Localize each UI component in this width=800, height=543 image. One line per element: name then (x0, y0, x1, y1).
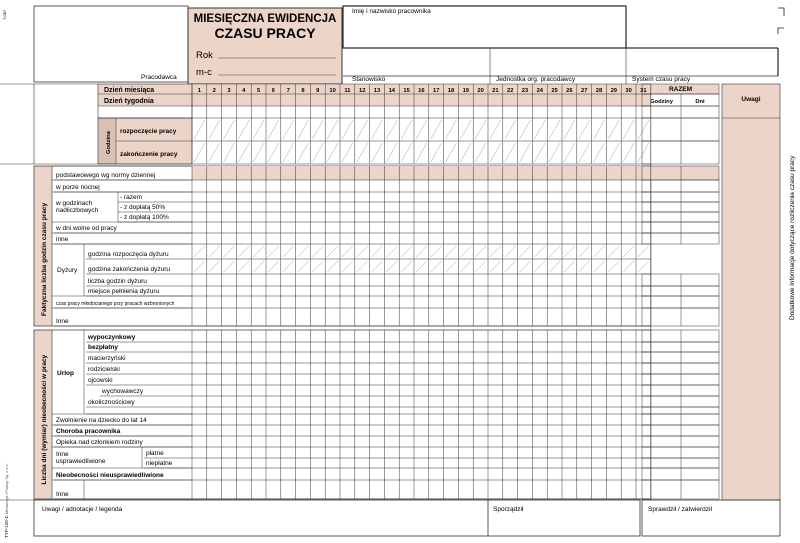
employer-box[interactable] (34, 6, 188, 82)
dni-label: Dni (695, 99, 705, 105)
day-number: 2 (212, 88, 216, 94)
notes-box[interactable] (34, 500, 640, 536)
day-number: 11 (344, 88, 351, 94)
row-label: Nieobecności nieusprawiedliwione (56, 472, 164, 479)
overtime-label-2: nadliczbowych (56, 207, 99, 214)
notes-label: Uwagi / adnotacje / legenda (42, 506, 123, 513)
day-number: 29 (610, 88, 618, 94)
row-label: inne (56, 236, 69, 243)
leave-label: Urlop (57, 370, 74, 377)
title-line2: CZASU PRACY (214, 25, 316, 41)
day-number: 30 (625, 88, 632, 94)
mc-label: m-c (196, 67, 212, 78)
row-label: liczba godzin dyżuru (88, 278, 147, 285)
day-number: 7 (286, 88, 290, 94)
day-number: 9 (316, 88, 320, 94)
rok-label: Rok (196, 50, 213, 61)
day-number: 17 (432, 88, 440, 94)
row-label: - z dopłatą 50% (120, 204, 166, 211)
day-number: 28 (595, 88, 603, 94)
position-label: Stanowisko (352, 76, 386, 83)
day-number: 13 (373, 88, 381, 94)
duty-label: Dyżury (57, 267, 78, 274)
overtime-label-1: w godzinach (56, 200, 93, 207)
main-grid (0, 84, 780, 500)
row-label: w porze nocnej (56, 184, 100, 191)
day-number: 3 (227, 88, 231, 94)
day-number: 16 (418, 88, 425, 94)
row-label: podstawowego wg normy dziennej (56, 172, 156, 179)
day-number: 6 (271, 88, 276, 94)
right-note: Dodatkowe informacje dotyczące rozliczenia czasu pracy (789, 155, 796, 320)
day-number: 15 (403, 88, 410, 94)
day-number: 19 (462, 88, 470, 94)
actual-hours-side-label: Faktyczna liczba godzin czasu pracy (41, 202, 48, 316)
uwagi-label: Uwagi (741, 96, 761, 103)
system-label: System czasu pracy (632, 76, 691, 83)
row-label: godzina rozpoczęcia dyżuru (88, 251, 169, 258)
row-label: czas pracy młodocianego przy pracach wzbronionych (56, 301, 175, 307)
unit-label: Jednostka org. pracodawcy (496, 76, 576, 83)
day-number: 5 (256, 88, 261, 94)
row-label: - z dopłatą 100% (120, 214, 169, 221)
day-number: 21 (492, 88, 499, 94)
razem-label: RAZEM (668, 86, 693, 93)
excused-label-1: Inne (56, 451, 69, 458)
day-number: 8 (301, 88, 305, 94)
day-number: 27 (580, 88, 588, 94)
employer-label: Pracodawca (141, 74, 177, 81)
excused-label-2: usprawiedliwione (56, 458, 106, 465)
day-number: 23 (521, 88, 529, 94)
corner-code: T-087 (2, 9, 7, 20)
row-label: Opieka nad członkiem rodziny (56, 439, 143, 446)
day-number: 10 (329, 88, 336, 94)
row-label: macierzyński (88, 355, 126, 362)
day-number: 24 (536, 88, 544, 94)
row-label: - razem (120, 194, 143, 201)
day-number: 12 (358, 88, 366, 94)
day-number: 31 (640, 88, 647, 94)
work-start-label: rozpoczęcie pracy (120, 128, 177, 135)
form-code: TYP-128-1 (4, 516, 9, 538)
day-of-month-label: Dzień miesiąca (104, 87, 155, 94)
row-label: ojcowski (88, 377, 113, 384)
row-label: płatne (146, 450, 164, 457)
row-label: Zwolnienie na dziecko do lat 14 (56, 417, 147, 424)
row-label: rodzicielski (88, 366, 120, 373)
work-end-label: zakończenie pracy (120, 151, 178, 158)
row-label: godzina zakończenia dyżuru (88, 266, 171, 273)
row-label: Choroba pracownika (56, 428, 121, 435)
row-label: wypoczynkowy (88, 334, 136, 341)
hours-side-label: Godzina (106, 131, 112, 154)
title-line1: MIESIĘCZNA EWIDENCJA (193, 13, 337, 25)
day-number: 25 (551, 88, 558, 94)
day-number: 4 (242, 88, 246, 94)
row-label: wychowawczy (102, 388, 144, 395)
row-label: bezpłatny (88, 344, 118, 351)
day-number: 14 (388, 88, 396, 94)
day-number: 1 (197, 88, 202, 94)
row-label: niepłatne (146, 460, 173, 467)
row-label: w dni wolne od pracy (56, 225, 117, 232)
prepared-label: Sporządził (493, 506, 524, 513)
day-number: 22 (506, 88, 514, 94)
day-number: 18 (447, 88, 455, 94)
name-label: Imię i nazwisko pracownika (352, 8, 431, 15)
publisher: © Michalczyk i Prokop Sp. z o.o. (5, 463, 9, 518)
row-label: miejsce pełnienia dyżuru (88, 288, 160, 295)
day-number: 20 (477, 88, 484, 94)
checked-label: Sprawdził / zatwierdził (648, 506, 712, 513)
day-number: 26 (566, 88, 573, 94)
godziny-label: Godziny (650, 99, 673, 105)
absence-side-label: Liczba dni (wymiar) nieobecności w pracy (41, 354, 48, 485)
day-of-week-label: Dzień tygodnia (104, 98, 154, 105)
row-label: Inne (56, 318, 69, 325)
row-label: okolicznościowy (88, 399, 135, 406)
row-label: Inne (56, 491, 69, 498)
